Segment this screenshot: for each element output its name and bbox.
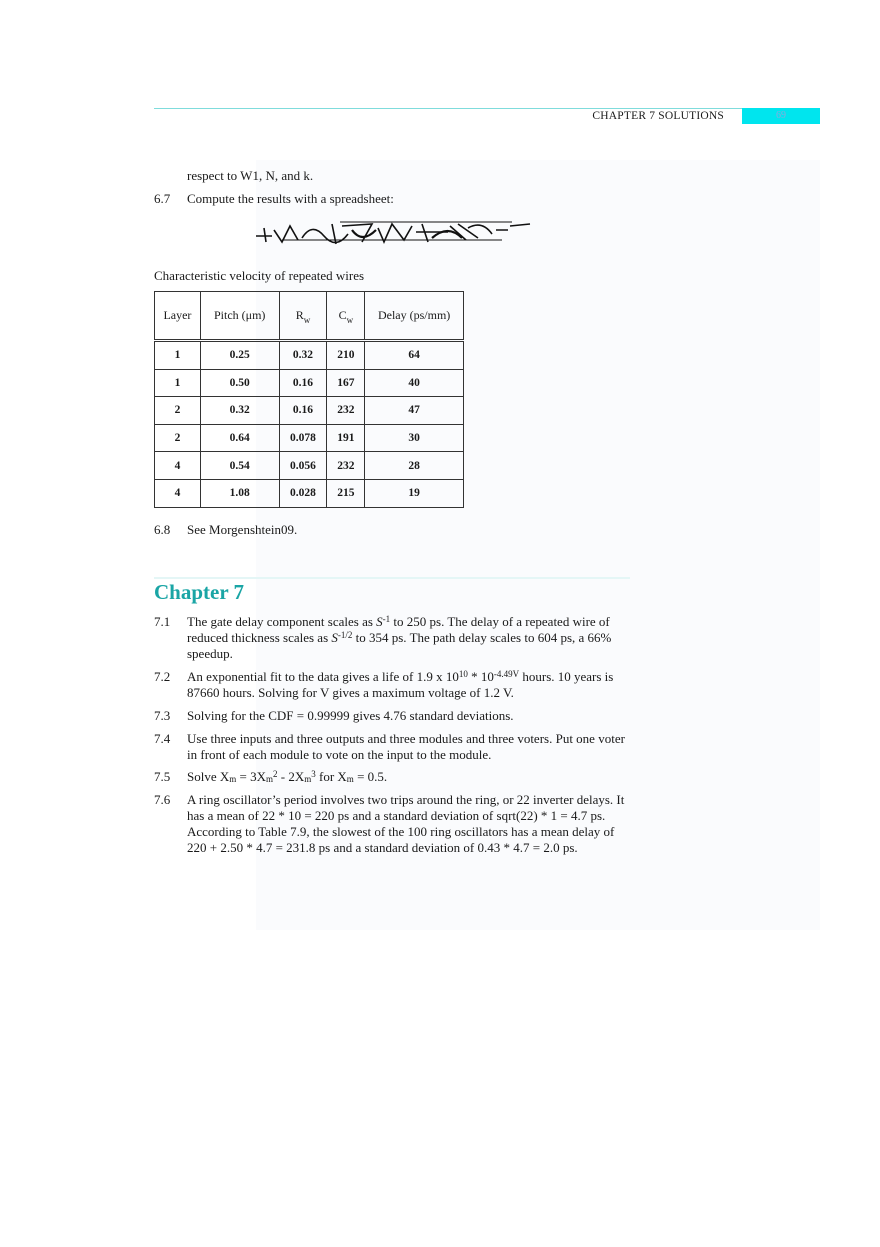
header-pitch: Pitch (μm) <box>200 292 279 341</box>
running-header: CHAPTER 7 SOLUTIONS <box>592 110 724 122</box>
wire-velocity-table <box>154 291 464 508</box>
question-number-6-8: 6.8 <box>154 522 171 537</box>
table-row: 2 0.32 0.16 232 47 <box>155 397 464 425</box>
table-row: 4 0.54 0.056 232 28 <box>155 452 464 480</box>
table-row: 1 0.25 0.32 210 64 <box>155 341 464 370</box>
table-caption: Characteristic velocity of repeated wires <box>154 268 365 283</box>
garbled-equation-graphic <box>252 218 534 248</box>
table-row: 2 0.64 0.078 191 30 <box>155 424 464 452</box>
question-number-7-1: 7.1 <box>154 614 171 629</box>
table-header-row <box>155 292 464 341</box>
question-text-7-1: The gate delay component scales as $S^{-1}$ to 250 ps. The delay of a repeated wire of reduced thickness scales as $S^{-1/2}$ to 354 ps. The path delay scales to 604 ps, a 66% speedup. <box>187 614 612 661</box>
question-text-7-2: An exponential fit to the data gives a life of 1.9 x $10^{10} * 10^{-4.49V}$ hours. 10 years is 87660 hours. Solving for V gives a maximum voltage of 1.2 V. <box>187 669 614 700</box>
question-text-7-5: Solve $X_m = 3X_m^2 - 2X_m^3$ for $X_m = 0.5$. <box>187 769 388 784</box>
page-number-tab: 69 <box>742 108 820 124</box>
header-cw: $C_w$ <box>327 292 365 341</box>
header-delay: Delay (ps/mm) <box>365 292 464 341</box>
table-row: 4 1.08 0.028 215 19 <box>155 479 464 507</box>
header-rw: $R_w$ <box>279 292 327 341</box>
question-text-7-6: A ring oscillator’s period involves two trips around the ring, or 22 inverter delays. It has a mean of 22 * 10 = 220 ps and a standard deviation of sqrt(22) * 1 = 4.7 ps. According to Table 7.9, the slowest of the 100 ring oscillators has a mean delay of 220 + 2.50 * 4.7 = 231.8 ps and a standard deviation of 0.43 * 4.7 = 2.0 ps. <box>187 792 625 855</box>
question-number-7-3: 7.3 <box>154 708 171 723</box>
question-number-7-6: 7.6 <box>154 792 171 807</box>
question-number-7-5: 7.5 <box>154 769 171 784</box>
header-layer: Layer <box>155 292 201 341</box>
header-rule <box>154 108 820 109</box>
question-number-6-7: 6.7 <box>154 191 171 206</box>
question-text-6-7: Compute the results with a spreadsheet: <box>187 191 394 206</box>
table-row: 1 0.50 0.16 167 40 <box>155 369 464 397</box>
question-text-7-3: Solving for the CDF = 0.99999 gives 4.76 standard deviations. <box>187 708 514 723</box>
chapter-title: Chapter 7 <box>154 580 245 604</box>
intro-line: respect to W1, N, and k. <box>187 168 314 183</box>
question-text-6-8: See Morgenshtein09. <box>187 522 298 537</box>
question-text-7-4: Use three inputs and three outputs and three modules and three voters. Put one voter in front of each module to vote on the input to the module. <box>187 731 625 762</box>
question-number-7-4: 7.4 <box>154 731 171 746</box>
question-number-7-2: 7.2 <box>154 669 171 684</box>
chapter-rule <box>154 577 630 579</box>
